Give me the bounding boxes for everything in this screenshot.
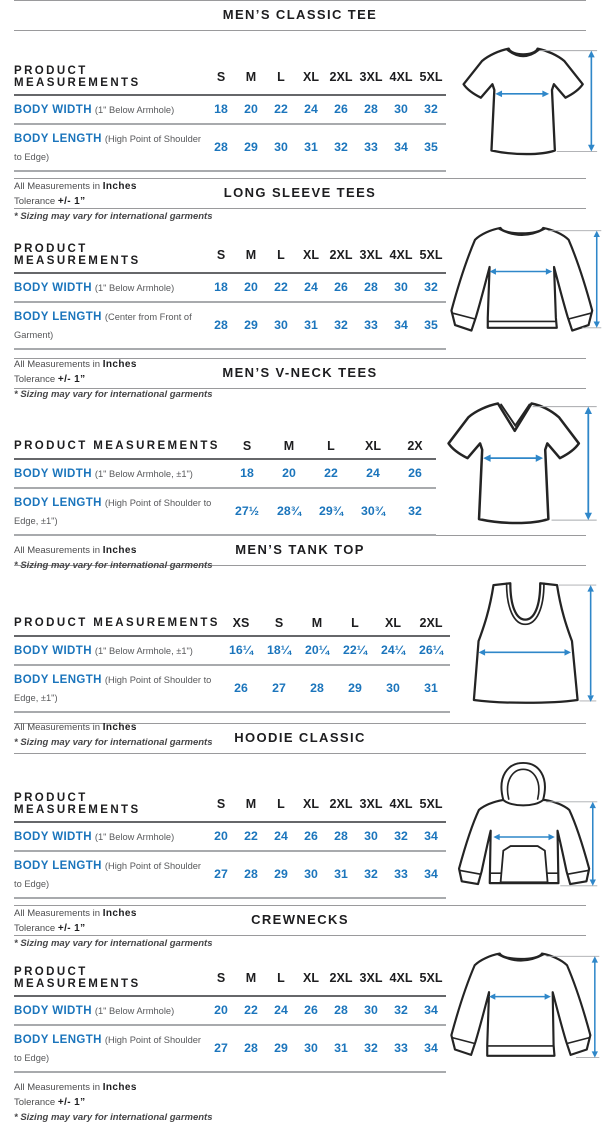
size-column-header: XL (374, 612, 412, 636)
measurement-value: 28 (356, 273, 386, 302)
measurement-value: 30 (356, 822, 386, 851)
measurement-value: 30 (266, 302, 296, 349)
size-column-header: M (236, 788, 266, 822)
size-column-header: 2XL (326, 61, 356, 95)
long-sleeve-tee-illustration (446, 217, 604, 351)
table-header-row (14, 435, 436, 459)
measurement-value: 27 (206, 1025, 236, 1072)
v-neck-tee-illustration (440, 393, 600, 543)
size-column-header: M (298, 612, 336, 636)
body-width-row (14, 636, 450, 665)
measurement-value: 28 (326, 822, 356, 851)
length-arrow (592, 956, 598, 1057)
measurement-value: 18 (206, 95, 236, 124)
measurement-value: 33 (386, 1025, 416, 1072)
measurement-value: 32 (326, 302, 356, 349)
measurement-value: 27½ (226, 488, 268, 535)
size-column-header: L (266, 788, 296, 822)
table-header-label: PRODUCT MEASUREMENTS (14, 435, 226, 459)
measurement-value: 18¼ (260, 636, 298, 665)
body-length-row (14, 302, 446, 349)
tank-outline (474, 583, 578, 703)
size-table (14, 435, 436, 536)
measurement-value: 18 (226, 459, 268, 488)
row-label: BODY WIDTH (14, 645, 92, 657)
sizing-note: * Sizing may vary for international garments (14, 211, 213, 222)
sizing-note: * Sizing may vary for international garments (14, 938, 213, 949)
measurement-value: 28 (206, 124, 236, 171)
measurement-value: 26 (326, 273, 356, 302)
measurement-value: 20 (268, 459, 310, 488)
size-column-header: L (266, 962, 296, 996)
measurement-value: 30 (266, 124, 296, 171)
size-column-header: 3XL (356, 239, 386, 273)
measurement-value: 28 (356, 95, 386, 124)
size-column-header: M (236, 61, 266, 95)
body-width-row (14, 273, 446, 302)
body-length-row (14, 665, 450, 712)
measurement-value: 34 (386, 124, 416, 171)
measurement-value: 32 (386, 822, 416, 851)
hoodie-illustration (450, 758, 600, 903)
measurement-value: 34 (416, 996, 446, 1025)
row-label: BODY WIDTH (14, 831, 92, 843)
section-title: MEN’S TANK TOP (235, 542, 365, 557)
size-column-header: 3XL (356, 788, 386, 822)
size-table (14, 612, 450, 713)
body-length-row (14, 124, 446, 171)
measurement-value: 29 (266, 1025, 296, 1072)
measurement-value: 31 (412, 665, 450, 712)
measurement-value: 24 (266, 996, 296, 1025)
measurements-note: All Measurements in Inches (14, 908, 137, 919)
row-note: (High Point of Shoulder to Edge) (14, 1035, 202, 1063)
measurements-note: All Measurements in Inches (14, 359, 137, 370)
row-note: (High Point of Shoulder to Edge, ±1") (14, 498, 212, 526)
size-column-header: 4XL (386, 962, 416, 996)
size-column-header: 2XL (326, 239, 356, 273)
measurement-value: 32 (416, 95, 446, 124)
tolerance-note: Tolerance +/- 1” (14, 923, 86, 934)
measurement-value: 24 (266, 822, 296, 851)
crewneck-illustration (446, 941, 602, 1077)
length-arrow (594, 231, 600, 328)
table-header-row (14, 239, 446, 273)
sizing-note: * Sizing may vary for international garments (14, 389, 213, 400)
footnotes (14, 722, 450, 748)
measurement-value: 33 (386, 851, 416, 898)
measurement-value: 29¾ (310, 488, 352, 535)
measurement-value: 35 (416, 302, 446, 349)
sizing-note: * Sizing may vary for international garments (14, 1112, 213, 1123)
measurement-value: 28¾ (268, 488, 310, 535)
table-header-row (14, 61, 446, 95)
size-column-header: XL (296, 788, 326, 822)
measurement-value: 32 (394, 488, 436, 535)
measurement-value: 30 (374, 665, 412, 712)
row-label: BODY LENGTH (14, 133, 102, 145)
size-column-header: 3XL (356, 962, 386, 996)
measurement-value: 26 (326, 95, 356, 124)
tolerance-note: Tolerance +/- 1” (14, 1097, 86, 1108)
size-column-header: 5XL (416, 788, 446, 822)
measurement-value: 30 (296, 851, 326, 898)
measurement-value: 20¼ (298, 636, 336, 665)
size-column-header: L (336, 612, 374, 636)
measurement-value: 30¾ (352, 488, 394, 535)
length-arrow (588, 51, 595, 152)
measurement-value: 18 (206, 273, 236, 302)
body-length-row (14, 1025, 446, 1072)
measurement-value: 22 (236, 996, 266, 1025)
measurement-value: 33 (356, 302, 386, 349)
row-label: BODY WIDTH (14, 282, 92, 294)
size-table (14, 239, 446, 350)
tee-outline (464, 49, 583, 154)
size-column-header: S (260, 612, 298, 636)
measurement-value: 29 (266, 851, 296, 898)
footnotes (14, 1082, 446, 1123)
tolerance-note: Tolerance +/- 1” (14, 196, 86, 207)
size-column-header: 3XL (356, 61, 386, 95)
size-column-header: 5XL (416, 962, 446, 996)
measurement-value: 16¼ (222, 636, 260, 665)
table-header-label: PRODUCT MEASUREMENTS (14, 788, 206, 822)
measurement-value: 34 (416, 851, 446, 898)
measurement-value: 24¼ (374, 636, 412, 665)
body-length-row (14, 851, 446, 898)
measurement-value: 22 (310, 459, 352, 488)
length-arrow (590, 802, 596, 886)
measurement-value: 35 (416, 124, 446, 171)
size-column-header: 4XL (386, 61, 416, 95)
row-label: BODY LENGTH (14, 860, 102, 872)
measurement-value: 28 (298, 665, 336, 712)
measurement-value: 20 (236, 273, 266, 302)
table-header-label: PRODUCT MEASUREMENTS (14, 239, 206, 273)
measurement-value: 28 (236, 851, 266, 898)
measurement-value: 27 (260, 665, 298, 712)
measurement-value: 32 (356, 851, 386, 898)
size-column-header: S (226, 435, 268, 459)
row-note: (1" Below Armhole) (94, 105, 175, 115)
size-column-header: XL (296, 239, 326, 273)
measurement-value: 34 (416, 822, 446, 851)
measurement-value: 26 (222, 665, 260, 712)
measurement-value: 28 (236, 1025, 266, 1072)
measurement-value: 22 (266, 95, 296, 124)
length-arrow (585, 407, 592, 520)
size-column-header: XL (296, 962, 326, 996)
row-label: BODY LENGTH (14, 311, 102, 323)
sizing-note: * Sizing may vary for international garments (14, 737, 213, 748)
measurement-value: 22 (266, 273, 296, 302)
size-column-header: 2XL (326, 962, 356, 996)
body-length-row (14, 488, 436, 535)
row-note: (1" Below Armhole) (94, 283, 175, 293)
size-column-header: S (206, 788, 236, 822)
length-arrow (587, 585, 594, 702)
row-label: BODY LENGTH (14, 674, 102, 686)
measurement-value: 26¼ (412, 636, 450, 665)
tolerance-note: Tolerance +/- 1” (14, 374, 86, 385)
measurement-value: 30 (356, 996, 386, 1025)
row-label: BODY WIDTH (14, 1005, 92, 1017)
classic-tee-illustration (454, 39, 600, 169)
row-note: (1" Below Armhole) (94, 832, 175, 842)
measurements-note: All Measurements in Inches (14, 545, 137, 556)
measurement-value: 20 (206, 822, 236, 851)
measurement-value: 22 (236, 822, 266, 851)
section-title: MEN’S V-NECK TEES (222, 365, 378, 380)
size-column-header: 4XL (386, 239, 416, 273)
row-note: (Center from Front of Garment) (14, 312, 192, 340)
row-label: BODY WIDTH (14, 468, 92, 480)
size-column-header: 5XL (416, 61, 446, 95)
section-title-band (14, 0, 586, 31)
measurement-value: 20 (206, 996, 236, 1025)
size-column-header: S (206, 61, 236, 95)
table-header-label: PRODUCT MEASUREMENTS (14, 61, 206, 95)
measurement-value: 24 (296, 95, 326, 124)
measurement-value: 32 (386, 996, 416, 1025)
size-column-header: L (266, 239, 296, 273)
row-note: (High Point of Shoulder to Edge) (14, 134, 202, 162)
size-table (14, 962, 446, 1073)
measurement-value: 24 (296, 273, 326, 302)
row-label: BODY LENGTH (14, 1034, 102, 1046)
table-header-row (14, 788, 446, 822)
measurement-value: 24 (352, 459, 394, 488)
v-neck-outline (449, 404, 579, 524)
size-column-header: 2X (394, 435, 436, 459)
size-column-header: M (268, 435, 310, 459)
table-header-row (14, 612, 450, 636)
body-width-row (14, 822, 446, 851)
row-note: (1" Below Armhole) (94, 1006, 175, 1016)
table-header-row (14, 962, 446, 996)
section-title: MEN’S CLASSIC TEE (222, 7, 378, 22)
body-width-row (14, 95, 446, 124)
measurements-note: All Measurements in Inches (14, 722, 137, 733)
size-column-header: 2XL (326, 788, 356, 822)
body-width-row (14, 459, 436, 488)
measurement-value: 32 (356, 1025, 386, 1072)
measurement-value: 31 (326, 851, 356, 898)
measurement-value: 34 (386, 302, 416, 349)
row-label: BODY LENGTH (14, 497, 102, 509)
measurement-value: 30 (296, 1025, 326, 1072)
table-header-label: PRODUCT MEASUREMENTS (14, 962, 206, 996)
measurement-value: 31 (296, 302, 326, 349)
body-width-row (14, 996, 446, 1025)
size-table (14, 788, 446, 899)
size-column-header: S (206, 239, 236, 273)
measurement-value: 33 (356, 124, 386, 171)
size-column-header: M (236, 239, 266, 273)
measurement-value: 26 (296, 996, 326, 1025)
measurement-value: 29 (236, 302, 266, 349)
table-header-label: PRODUCT MEASUREMENTS (14, 612, 222, 636)
measurement-value: 20 (236, 95, 266, 124)
tank-top-illustration (458, 572, 600, 719)
section-title: HOODIE CLASSIC (234, 730, 366, 745)
kangaroo-pocket (501, 846, 548, 882)
measurement-value: 27 (206, 851, 236, 898)
size-column-header: S (206, 962, 236, 996)
measurements-note: All Measurements in Inches (14, 181, 137, 192)
measurement-value: 22¼ (336, 636, 374, 665)
row-note: (High Point of Shoulder to Edge, ±1") (14, 675, 212, 703)
size-table (14, 61, 446, 172)
measurement-value: 29 (336, 665, 374, 712)
measurements-note: All Measurements in Inches (14, 1082, 137, 1093)
measurement-value: 29 (236, 124, 266, 171)
size-column-header: 4XL (386, 788, 416, 822)
size-column-header: M (236, 962, 266, 996)
size-column-header: L (266, 61, 296, 95)
measurement-value: 31 (326, 1025, 356, 1072)
size-column-header: L (310, 435, 352, 459)
sizing-note: * Sizing may vary for international garments (14, 560, 213, 571)
size-column-header: XL (352, 435, 394, 459)
measurement-value: 28 (326, 996, 356, 1025)
measurement-value: 26 (296, 822, 326, 851)
measurement-value: 31 (296, 124, 326, 171)
measurement-value: 30 (386, 95, 416, 124)
measurement-value: 32 (416, 273, 446, 302)
section-title: CREWNECKS (251, 912, 349, 927)
section-title: LONG SLEEVE TEES (223, 185, 377, 200)
row-note: (1" Below Armhole, ±1") (94, 646, 193, 656)
size-column-header: 5XL (416, 239, 446, 273)
size-column-header: XS (222, 612, 260, 636)
size-column-header: XL (296, 61, 326, 95)
crewneck-outline (451, 954, 590, 1056)
measurement-value: 26 (394, 459, 436, 488)
measurement-value: 28 (206, 302, 236, 349)
long-sleeve-outline (451, 228, 592, 331)
size-column-header: 2XL (412, 612, 450, 636)
row-label: BODY WIDTH (14, 104, 92, 116)
measurement-value: 30 (386, 273, 416, 302)
row-note: (High Point of Shoulder to Edge) (14, 861, 202, 889)
row-note: (1" Below Armhole, ±1") (94, 469, 193, 479)
measurement-value: 34 (416, 1025, 446, 1072)
measurement-value: 32 (326, 124, 356, 171)
